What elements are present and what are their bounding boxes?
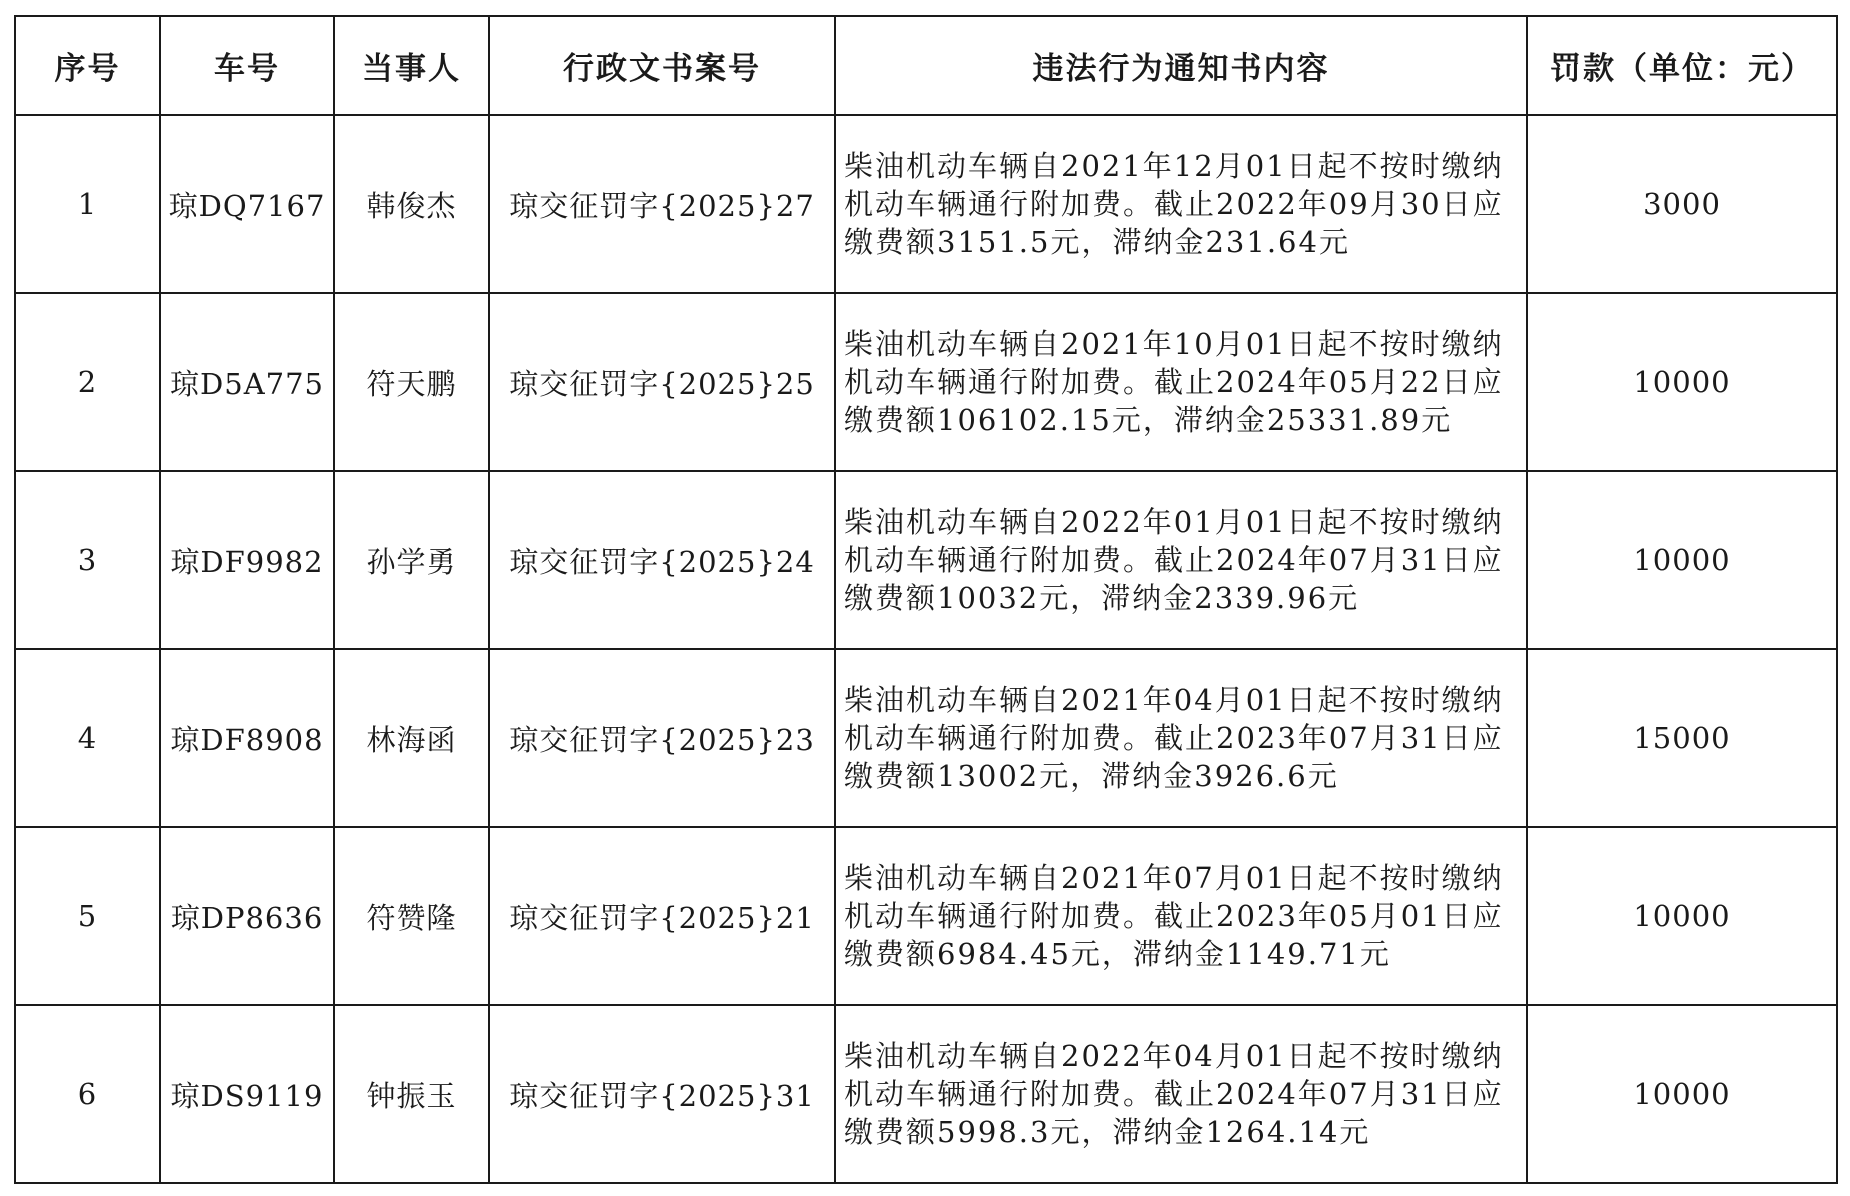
header-party: 当事人 — [334, 16, 489, 115]
cell-case-no: 琼交征罚字{2025}31 — [489, 1005, 835, 1183]
cell-fine: 10000 — [1527, 827, 1837, 1005]
table-row — [15, 293, 1837, 471]
cell-fine: 10000 — [1527, 293, 1837, 471]
header-content: 违法行为通知书内容 — [835, 16, 1527, 115]
cell-content: 柴油机动车辆自2021年12月01日起不按时缴纳机动车辆通行附加费。截止2022年09月30日应缴费额3151.5元，滞纳金231.64元 — [835, 115, 1527, 293]
cell-party: 韩俊杰 — [334, 115, 489, 293]
cell-case-no: 琼交征罚字{2025}25 — [489, 293, 835, 471]
cell-fine: 15000 — [1527, 649, 1837, 827]
cell-index: 1 — [15, 115, 160, 293]
cell-index: 5 — [15, 827, 160, 1005]
cell-fine: 3000 — [1527, 115, 1837, 293]
cell-case-no: 琼交征罚字{2025}27 — [489, 115, 835, 293]
cell-plate: 琼D5A775 — [160, 293, 334, 471]
cell-party: 林海函 — [334, 649, 489, 827]
cell-party: 孙学勇 — [334, 471, 489, 649]
cell-plate: 琼DF9982 — [160, 471, 334, 649]
penalty-table — [14, 15, 1838, 1184]
table-header-row — [15, 16, 1837, 115]
cell-index: 6 — [15, 1005, 160, 1183]
cell-plate: 琼DP8636 — [160, 827, 334, 1005]
cell-plate: 琼DS9119 — [160, 1005, 334, 1183]
header-plate: 车号 — [160, 16, 334, 115]
cell-plate: 琼DF8908 — [160, 649, 334, 827]
table-row — [15, 471, 1837, 649]
cell-content: 柴油机动车辆自2021年10月01日起不按时缴纳机动车辆通行附加费。截止2024年05月22日应缴费额106102.15元，滞纳金25331.89元 — [835, 293, 1527, 471]
cell-content: 柴油机动车辆自2021年04月01日起不按时缴纳机动车辆通行附加费。截止2023年07月31日应缴费额13002元，滞纳金3926.6元 — [835, 649, 1527, 827]
header-fine: 罚款（单位：元） — [1527, 16, 1837, 115]
header-case-no: 行政文书案号 — [489, 16, 835, 115]
table-row — [15, 115, 1837, 293]
cell-plate: 琼DQ7167 — [160, 115, 334, 293]
cell-index: 3 — [15, 471, 160, 649]
cell-index: 2 — [15, 293, 160, 471]
cell-content: 柴油机动车辆自2021年07月01日起不按时缴纳机动车辆通行附加费。截止2023年05月01日应缴费额6984.45元，滞纳金1149.71元 — [835, 827, 1527, 1005]
cell-party: 符天鹏 — [334, 293, 489, 471]
header-index: 序号 — [15, 16, 160, 115]
cell-fine: 10000 — [1527, 471, 1837, 649]
cell-case-no: 琼交征罚字{2025}21 — [489, 827, 835, 1005]
cell-party: 符赞隆 — [334, 827, 489, 1005]
cell-case-no: 琼交征罚字{2025}24 — [489, 471, 835, 649]
table-row — [15, 1005, 1837, 1183]
cell-case-no: 琼交征罚字{2025}23 — [489, 649, 835, 827]
cell-index: 4 — [15, 649, 160, 827]
cell-content: 柴油机动车辆自2022年04月01日起不按时缴纳机动车辆通行附加费。截止2024年07月31日应缴费额5998.3元，滞纳金1264.14元 — [835, 1005, 1527, 1183]
table-row — [15, 649, 1837, 827]
cell-party: 钟振玉 — [334, 1005, 489, 1183]
cell-content: 柴油机动车辆自2022年01月01日起不按时缴纳机动车辆通行附加费。截止2024年07月31日应缴费额10032元，滞纳金2339.96元 — [835, 471, 1527, 649]
cell-fine: 10000 — [1527, 1005, 1837, 1183]
table-row — [15, 827, 1837, 1005]
